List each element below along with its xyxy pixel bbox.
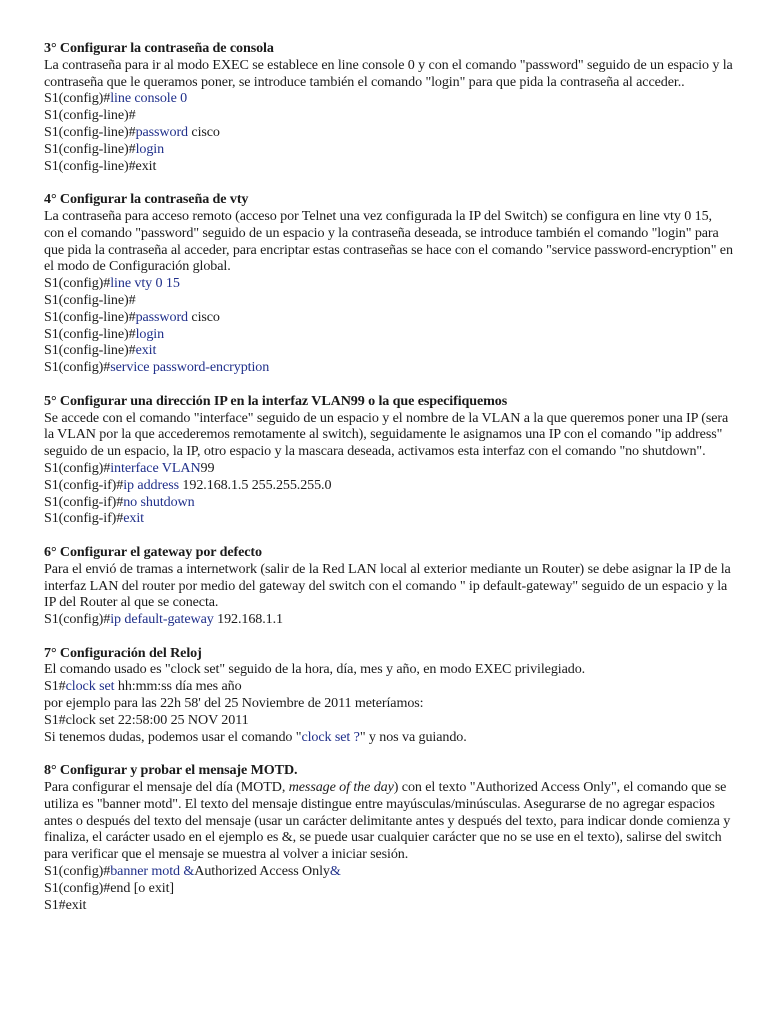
command-argument: hh:mm:ss día mes año [114,678,242,695]
command-prompt: S1(config-line)#exit [44,157,157,174]
command-prompt: S1(config-line)# [44,291,136,308]
command-prompt: S1(config-line)# [44,325,136,342]
section-paragraph: Se accede con el comando "interface" seguido de un espacio y el nombre de la VLAN a la que queremos poner una IP (sera la VLAN por la que accederemos remotamente al switch), seguidamente le asignamos una IP con el comando "ip address" seguido de un espacio, la IP, otro espacio y la mascara deseada, activamos esta interfaz con el comando "no shutdown". [44,409,729,460]
command-keyword: password [135,123,188,140]
command-line [44,460,734,477]
section-paragraph: Para el envió de tramas a internetwork (salir de la Red LAN local al exterior mediante un Router) se debe asignar la IP de la interfaz LAN del router por medio del gateway del switch con el comando " ip default-gateway" seguido de un espacio y la IP del Router al que se conecta. [44,560,731,611]
section-8 [44,762,734,913]
section-6 [44,544,734,628]
command-prompt: S1(config-if)# [44,476,124,493]
command-prompt: S1(config)# [44,275,111,292]
command-line [44,510,734,527]
command-argument: cisco [188,308,220,325]
command-keyword: login [135,325,165,342]
section-paragraph: La contraseña para acceso remoto (acceso por Telnet una vez configurada la IP del Switch) se configura en line vty 0 15, con el comando "password" seguido de un espacio y la contraseña deseada, se introduce también el comando "login" para que pida la contraseña al acceder, para encriptar estas contraseñas se hace con el comando "service password-encryption" en el modo de Configuración global. [44,207,733,275]
paragraph-italic: message of the day [288,779,394,796]
command-argument: 99 [200,459,215,476]
paragraph-text: ) con el texto "Authorized Access Only", el comando que se utiliza es "banner motd". El texto del mensaje distingue entre mayúsculas/minúsculas. Asegurarse de no agregar espacios antes o después del texto del mensaje (usar un carácter delimitante antes y después del texto, para indicar donde comienza y finaliza, el carácter usado en el ejemplo es &, se puede usar cualquier carácter que no se use en el texto), salirse del switch para verificar que el mensaje se muestra al volver a iniciar sesión. [44,779,731,863]
command-line [44,326,734,343]
command-line [44,611,734,628]
command-line: S1(config)#end [o exit] [44,879,174,896]
command-prompt: S1(config-line)# [44,123,136,140]
command-prompt: S1(config)# [44,90,111,107]
command-line [44,477,734,494]
command-prompt: S1(config)# [44,863,111,880]
section-paragraph: El comando usado es "clock set" seguido de la hora, día, mes y año, en modo EXEC privilegiado. [44,661,586,678]
section-title: 8° Configurar y probar el mensaje MOTD. [44,762,298,779]
command-line [44,275,734,292]
command-line [44,342,734,359]
command-line [44,158,734,175]
command-line [44,678,734,695]
section-title: 7° Configuración del Reloj [44,644,202,661]
command-argument: Authorized Access Only [194,863,330,880]
command-keyword: exit [123,510,144,527]
paragraph-text: Para configurar el mensaje del día (MOTD, [44,779,289,796]
command-prompt: S1(config-line)# [44,342,136,359]
command-prompt: S1# [44,678,66,695]
command-line [44,359,734,376]
command-keyword: password [135,308,188,325]
command-keyword: & [329,863,341,880]
command-keyword: service password-encryption [110,359,270,376]
command-prompt: S1(config)# [44,459,111,476]
command-argument: " y nos va guiando. [359,728,467,745]
command-prompt: S1(config-line)# [44,140,136,157]
command-keyword: clock set [65,678,115,695]
section-title: 3° Configurar la contraseña de consola [44,40,274,56]
section-7 [44,645,734,746]
command-prompt: S1(config-if)# [44,493,124,510]
command-line [44,124,734,141]
command-argument: cisco [188,123,220,140]
command-keyword: interface VLAN [110,459,201,476]
command-keyword: login [135,140,165,157]
command-keyword: banner motd & [110,863,195,880]
section-title: 5° Configurar una dirección IP en la interfaz VLAN99 o la que especifiquemos [44,392,508,409]
command-prompt: S1(config-line)# [44,107,136,124]
command-prompt: S1(config)# [44,359,111,376]
command-prompt: S1(config)# [44,611,111,628]
command-keyword: line console 0 [110,90,188,107]
command-line [44,863,734,880]
command-line [44,90,734,107]
command-prompt: S1#clock set 22:58:00 25 NOV 2011 [44,711,249,728]
command-line [44,494,734,511]
command-keyword: ip address [123,476,179,493]
section-paragraph [44,779,734,863]
command-prompt: S1(config-line)# [44,308,136,325]
command-keyword: line vty 0 15 [110,275,180,292]
command-line [44,107,734,124]
command-line [44,712,734,729]
command-prompt: por ejemplo para las 22h 58' del 25 Noviembre de 2011 meteríamos: [44,695,424,712]
command-argument: 192.168.1.1 [213,611,283,628]
command-keyword: exit [135,342,157,359]
command-prompt: S1(config-if)# [44,510,124,527]
command-keyword: no shutdown [123,493,195,510]
command-keyword: clock set ? [301,728,360,745]
command-line [44,292,734,309]
command-line [44,729,734,746]
command-line [44,695,734,712]
command-line: S1#exit [44,896,87,913]
section-title: 4° Configurar la contraseña de vty [44,191,249,208]
command-argument: 192.168.1.5 255.255.255.0 [179,476,332,493]
command-line [44,309,734,326]
document-body [44,40,734,930]
command-line [44,141,734,158]
command-prompt: Si tenemos dudas, podemos usar el comando " [44,728,302,745]
section-title: 6° Configurar el gateway por defecto [44,543,262,560]
section-paragraph: La contraseña para ir al modo EXEC se establece en line console 0 y con el comando "password" seguido de un espacio y la contraseña que le queramos poner, se introduce también el comando "login" para que pida la contraseña al acceder.. [44,56,733,90]
section-4 [44,191,734,376]
section-3 [44,40,734,174]
command-keyword: ip default-gateway [110,611,214,628]
section-5 [44,393,734,527]
